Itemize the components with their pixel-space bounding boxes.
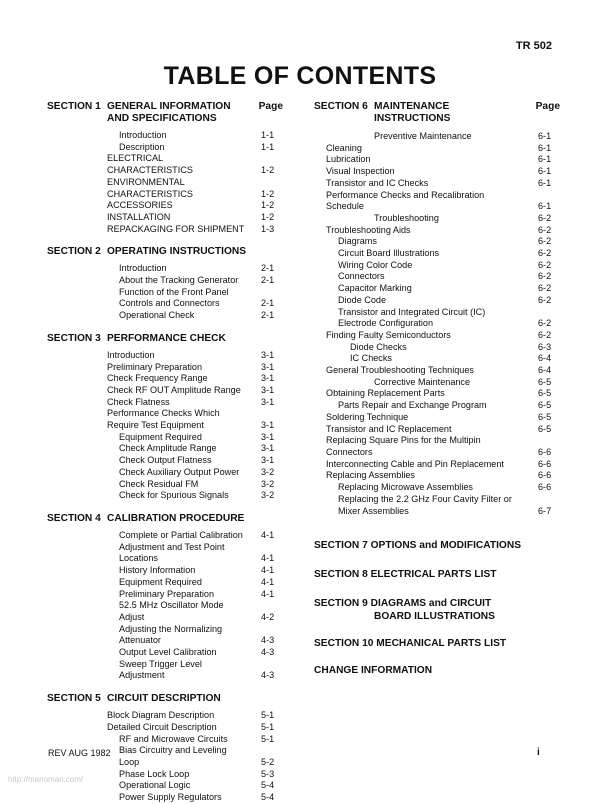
toc-entry-title: Obtaining Replacement Parts bbox=[326, 388, 445, 399]
toc-entry bbox=[374, 213, 560, 225]
toc-entry-page: 5-3 bbox=[261, 768, 275, 779]
toc-entry-title: Bias Circuitry and Leveling Loop bbox=[119, 745, 227, 767]
toc-entry bbox=[338, 400, 560, 412]
toc-entry-title: IC Checks bbox=[350, 353, 392, 364]
toc-entry bbox=[326, 166, 560, 178]
toc-entry-title: Function of the Front Panel Controls and Connectors bbox=[119, 286, 229, 309]
toc-entry-page: 6-4 bbox=[538, 365, 552, 376]
toc-entry bbox=[338, 482, 560, 494]
toc-entry-page: 4-3 bbox=[261, 635, 275, 646]
toc-entry-page: 5-2 bbox=[261, 756, 275, 767]
toc-entry-page: 3-2 bbox=[261, 490, 275, 501]
toc-entry-title: Corrective Maintenance bbox=[374, 376, 471, 387]
toc-entries bbox=[314, 131, 560, 517]
toc-entry bbox=[119, 490, 283, 502]
toc-entry-title: Transistor and Integrated Circuit (IC) Electrode Configuration bbox=[338, 306, 486, 329]
toc-entry-title: REPACKAGING FOR SHIPMENT bbox=[107, 223, 245, 234]
toc-entry-page: 3-1 bbox=[261, 443, 275, 454]
toc-entry-page: 6-2 bbox=[538, 329, 552, 340]
toc-entry bbox=[119, 479, 283, 491]
toc-entry bbox=[119, 142, 283, 154]
page-number: i bbox=[537, 747, 540, 758]
toc-entry-title: Visual Inspection bbox=[326, 166, 395, 177]
toc-entry-title: Preliminary Preparation bbox=[107, 361, 203, 372]
toc-entry-title: General Troubleshooting Techniques bbox=[326, 365, 474, 376]
toc-entry-page: 6-6 bbox=[538, 446, 552, 457]
toc-entry-title: Interconnecting Cable and Pin Replacement bbox=[326, 458, 504, 469]
toc-entry-title: Troubleshooting Aids bbox=[326, 224, 411, 235]
toc-entry-title: Replacing the 2.2 GHz Four Cavity Filter or Mixer Assemblies bbox=[338, 493, 512, 516]
toc-entry-page: 6-2 bbox=[538, 318, 552, 329]
toc-entry-title: Operational Logic bbox=[119, 780, 191, 791]
toc-entry-title: Transistor and IC Checks bbox=[326, 177, 429, 188]
toc-entry bbox=[107, 224, 283, 236]
toc-entry-page: 4-1 bbox=[261, 576, 275, 587]
toc-entry-title: Parts Repair and Exchange Program bbox=[338, 400, 487, 411]
toc-entry bbox=[326, 178, 560, 190]
toc-entry-title: Check for Spurious Signals bbox=[119, 490, 229, 501]
toc-entry bbox=[119, 745, 283, 768]
toc-entry-title: Introduction bbox=[119, 263, 167, 274]
toc-entry-page: 6-6 bbox=[538, 482, 552, 493]
toc-entry-title: Block Diagram Description bbox=[107, 710, 215, 721]
toc-entry bbox=[326, 470, 560, 482]
toc-entry bbox=[119, 542, 283, 565]
toc-entry-title: Equipment Required bbox=[119, 576, 202, 587]
document-id: TR 502 bbox=[515, 40, 552, 52]
toc-entry bbox=[107, 373, 283, 385]
toc-entry-title: ELECTRICAL CHARACTERISTICS bbox=[107, 153, 193, 176]
toc-entry-page: 3-1 bbox=[261, 384, 275, 395]
toc-entry-title: Replacing Square Pins for the Multipin Connectors bbox=[326, 435, 481, 457]
toc-entry bbox=[338, 236, 560, 248]
toc-entry-title: Preventive Maintenance bbox=[374, 131, 472, 141]
toc-entry-title: Performance Checks Which Require Test Equipment bbox=[107, 408, 220, 431]
page-title: TABLE OF CONTENTS bbox=[163, 62, 437, 90]
toc-entry bbox=[119, 130, 283, 142]
toc-entry bbox=[338, 248, 560, 260]
toc-entry-page: 1-2 bbox=[261, 200, 275, 211]
toc-entries bbox=[47, 530, 283, 682]
toc-entry-title: Phase Lock Loop bbox=[119, 768, 190, 779]
toc-entry bbox=[107, 710, 283, 722]
toc-entry bbox=[107, 362, 283, 374]
toc-entry-page: 6-1 bbox=[538, 177, 552, 188]
toc-entry bbox=[326, 424, 560, 436]
toc-entry-page: 6-5 bbox=[538, 423, 552, 434]
toc-entry-page: 6-2 bbox=[538, 212, 552, 223]
toc-entries bbox=[47, 263, 283, 322]
toc-entry-title: 52.5 MHz Oscillator Mode Adjust bbox=[119, 600, 224, 622]
toc-entry bbox=[119, 287, 283, 310]
toc-entry bbox=[350, 353, 560, 365]
toc-entry bbox=[326, 412, 560, 424]
toc-entry bbox=[326, 225, 560, 237]
toc-entry-title: RF and Microwave Circuits bbox=[119, 733, 228, 744]
toc-entry bbox=[107, 153, 283, 176]
toc-entry bbox=[119, 734, 283, 746]
toc-entry-title: Equipment Required bbox=[119, 431, 202, 442]
section-heading: SECTION 10 MECHANICAL PARTS LIST bbox=[314, 638, 507, 650]
toc-entry bbox=[119, 577, 283, 589]
toc-entry bbox=[326, 459, 560, 471]
toc-entry-title: Preliminary Preparation bbox=[119, 588, 215, 599]
left-column bbox=[47, 101, 283, 804]
toc-entry-title: Detailed Circuit Description bbox=[107, 721, 217, 732]
toc-entry-page: 4-1 bbox=[261, 588, 275, 599]
toc-entry bbox=[119, 647, 283, 659]
toc-entry-page: 5-4 bbox=[261, 792, 275, 803]
toc-entry bbox=[119, 455, 283, 467]
toc-entry-page: 6-3 bbox=[538, 341, 552, 352]
toc-entry-page: 5-1 bbox=[261, 710, 275, 721]
toc-entry-page: 6-5 bbox=[538, 376, 552, 387]
toc-entry-title: Adjusting the Normalizing Attenuator bbox=[119, 623, 223, 646]
toc-entry bbox=[119, 624, 283, 647]
toc-entry-page: 5-1 bbox=[261, 733, 275, 744]
toc-entry-page: 6-2 bbox=[538, 271, 552, 282]
toc-entry-page: 5-1 bbox=[261, 721, 275, 732]
toc-entry bbox=[374, 131, 560, 143]
toc-entry bbox=[338, 283, 560, 295]
toc-entry-page: 1-1 bbox=[261, 130, 275, 140]
toc-entry bbox=[107, 722, 283, 734]
section-heading: SECTION 9 DIAGRAMS and CIRCUIT BOARD ILLUSTRATIONS bbox=[314, 598, 495, 623]
toc-entry-page: 3-2 bbox=[261, 478, 275, 489]
toc-entry-title: Power Supply Regulators bbox=[119, 792, 222, 803]
toc-entry bbox=[338, 271, 560, 283]
toc-entry-page: 6-5 bbox=[538, 400, 552, 411]
toc-entry-title: INSTALLATION bbox=[107, 211, 171, 222]
toc-entry bbox=[107, 408, 283, 431]
toc-entry-title: Wiring Color Code bbox=[338, 259, 413, 270]
toc-entry-page: 4-1 bbox=[261, 565, 275, 576]
toc-entry-page: 4-1 bbox=[261, 529, 275, 540]
toc-entry-page: 2-1 bbox=[261, 310, 275, 321]
toc-entry bbox=[119, 530, 283, 542]
toc-entry bbox=[119, 310, 283, 322]
toc-entry-page: 6-5 bbox=[538, 411, 552, 422]
toc-entry bbox=[338, 295, 560, 307]
toc-entry-title: Diode Code bbox=[338, 294, 387, 305]
toc-entry-page: 1-2 bbox=[261, 165, 275, 176]
toc-entry-title: Lubrication bbox=[326, 154, 371, 165]
section-heading: SECTION 2 OPERATING INSTRUCTIONS bbox=[47, 246, 247, 258]
toc-entry-title: Diagrams bbox=[338, 236, 377, 247]
toc-entry bbox=[119, 467, 283, 479]
page-column-heading: Page bbox=[258, 101, 283, 112]
page-column-heading: Page bbox=[535, 101, 560, 112]
toc-entry-title: Replacing Assemblies bbox=[326, 470, 415, 481]
revision-date: REV AUG 1982 bbox=[48, 748, 111, 758]
watermark: http://manoman.com/ bbox=[8, 775, 84, 784]
toc-entry-page: 1-3 bbox=[261, 223, 275, 234]
toc-entry-title: Adjustment and Test Point Locations bbox=[119, 541, 225, 564]
toc-entry-page: 6-5 bbox=[538, 388, 552, 399]
toc-entry bbox=[350, 342, 560, 354]
toc-entry-title: Cleaning bbox=[326, 142, 362, 153]
toc-entry-page: 6-2 bbox=[538, 294, 552, 305]
toc-entry bbox=[326, 435, 560, 458]
toc-entry-title: Check RF OUT Amplitude Range bbox=[107, 384, 241, 395]
toc-entry-title: Replacing Microwave Assemblies bbox=[338, 482, 473, 493]
toc-entry bbox=[119, 275, 283, 287]
toc-entry-title: ENVIRONMENTAL CHARACTERISTICS bbox=[107, 176, 193, 199]
toc-entry bbox=[326, 388, 560, 400]
toc-entry bbox=[119, 565, 283, 577]
toc-entry-page: 6-1 bbox=[538, 166, 552, 177]
toc-entry-page: 3-1 bbox=[261, 373, 275, 384]
toc-entry-page: 3-1 bbox=[261, 349, 275, 360]
toc-entry bbox=[107, 385, 283, 397]
toc-entry-page: 6-7 bbox=[538, 505, 552, 516]
toc-entry bbox=[119, 780, 283, 792]
toc-entry-title: Introduction bbox=[119, 130, 167, 140]
toc-entry-page: 4-3 bbox=[261, 647, 275, 658]
toc-entry-page: 3-2 bbox=[261, 466, 275, 477]
toc-entry bbox=[326, 190, 560, 213]
section-heading: CHANGE INFORMATION bbox=[314, 665, 433, 677]
toc-entry-page: 3-1 bbox=[261, 431, 275, 442]
toc-entry-page: 6-2 bbox=[538, 259, 552, 270]
toc-entry bbox=[119, 443, 283, 455]
toc-entry-title: About the Tracking Generator bbox=[119, 275, 239, 286]
toc-entry-title: Check Frequency Range bbox=[107, 373, 208, 384]
toc-entry-title: Connectors bbox=[338, 271, 385, 282]
toc-entry bbox=[107, 350, 283, 362]
section-heading: SECTION 1 GENERAL INFORMATION AND SPECIFICATIONS Page bbox=[47, 101, 283, 124]
section-heading: SECTION 6 MAINTENANCE INSTRUCTIONS Page bbox=[314, 101, 560, 124]
toc-entry-page: 5-4 bbox=[261, 780, 275, 791]
toc-entry bbox=[326, 365, 560, 377]
toc-entry-title: Performance Checks and Recalibration Schedule bbox=[326, 189, 485, 212]
toc-entry-page: 6-4 bbox=[538, 353, 552, 364]
toc-entry bbox=[374, 377, 560, 389]
toc-entry bbox=[119, 769, 283, 781]
toc-entry-title: Circuit Board Illustrations bbox=[338, 248, 440, 259]
toc-entry-page: 6-1 bbox=[538, 201, 552, 212]
toc-entry bbox=[107, 212, 283, 224]
toc-entry bbox=[119, 432, 283, 444]
toc-entry-page: 6-1 bbox=[538, 154, 552, 165]
toc-entry-page: 4-1 bbox=[261, 553, 275, 564]
section-heading: SECTION 8 ELECTRICAL PARTS LIST bbox=[314, 569, 497, 581]
toc-entry-page: 2-1 bbox=[261, 263, 275, 274]
right-column bbox=[314, 101, 560, 677]
toc-entry bbox=[326, 154, 560, 166]
section-heading: SECTION 4 CALIBRATION PROCEDURE bbox=[47, 512, 245, 524]
toc-entry-page: 6-1 bbox=[538, 142, 552, 153]
toc-entry bbox=[326, 143, 560, 155]
toc-entry bbox=[119, 600, 283, 623]
section-heading: SECTION 3 PERFORMANCE CHECK bbox=[47, 332, 226, 344]
toc-entry-title: Output Level Calibration bbox=[119, 647, 217, 658]
section-heading: SECTION 7 OPTIONS and MODIFICATIONS bbox=[314, 540, 521, 552]
toc-entry bbox=[119, 263, 283, 275]
toc-entry-title: History Information bbox=[119, 565, 196, 576]
toc-entry-title: Check Output Flatness bbox=[119, 455, 212, 466]
toc-entry-page: 3-1 bbox=[261, 361, 275, 372]
toc-entry-page: 3-1 bbox=[261, 420, 275, 431]
toc-entry bbox=[107, 177, 283, 200]
toc-entry-page: 1-2 bbox=[261, 188, 275, 199]
toc-entry-title: Diode Checks bbox=[350, 341, 407, 352]
toc-entry-title: Transistor and IC Replacement bbox=[326, 423, 452, 434]
toc-entry-title: Introduction bbox=[107, 349, 155, 360]
toc-entry-page: 6-2 bbox=[538, 248, 552, 259]
toc-entry-page: 6-2 bbox=[538, 236, 552, 247]
toc-entry-title: Capacitor Marking bbox=[338, 283, 412, 294]
toc-entry-page: 6-6 bbox=[538, 470, 552, 481]
toc-entry-title: Operational Check bbox=[119, 310, 195, 321]
toc-entry-page: 4-3 bbox=[261, 670, 275, 681]
toc-entry-page: 6-6 bbox=[538, 458, 552, 469]
section-heading: SECTION 5 CIRCUIT DESCRIPTION bbox=[47, 693, 221, 705]
toc-entry-page: 1-2 bbox=[261, 211, 275, 222]
toc-entry-title: Check Amplitude Range bbox=[119, 443, 217, 454]
toc-entry bbox=[338, 307, 560, 330]
toc-entry-page: 4-2 bbox=[261, 611, 275, 622]
toc-entry bbox=[119, 589, 283, 601]
toc-entry-page: 6-2 bbox=[538, 283, 552, 294]
toc-entry bbox=[107, 397, 283, 409]
toc-entry bbox=[107, 200, 283, 212]
toc-entry-page: 6-1 bbox=[538, 131, 552, 141]
toc-entry-page: 2-1 bbox=[261, 275, 275, 286]
toc-entry-page: 1-1 bbox=[261, 141, 275, 152]
toc-entry bbox=[338, 260, 560, 272]
toc-entries bbox=[47, 130, 283, 235]
toc-entry-page: 2-1 bbox=[261, 298, 275, 309]
toc-entry-title: Troubleshooting bbox=[374, 212, 439, 223]
toc-entry-page: 6-2 bbox=[538, 224, 552, 235]
toc-entries bbox=[47, 350, 283, 502]
toc-entry-title: Soldering Technique bbox=[326, 411, 409, 422]
toc-entry bbox=[338, 494, 560, 517]
toc-entry-title: Check Auxiliary Output Power bbox=[119, 466, 240, 477]
toc-entry-page: 3-1 bbox=[261, 455, 275, 466]
toc-entry-title: Description bbox=[119, 141, 165, 152]
toc-entry-title: Check Flatness bbox=[107, 396, 170, 407]
toc-entry-title: ACCESSORIES bbox=[107, 200, 173, 211]
toc-entry-title: Complete or Partial Calibration bbox=[119, 529, 243, 540]
toc-entry bbox=[326, 330, 560, 342]
toc-entry bbox=[119, 659, 283, 682]
toc-entry bbox=[119, 792, 283, 804]
toc-entry-title: Finding Faulty Semiconductors bbox=[326, 329, 451, 340]
toc-entry-page: 3-1 bbox=[261, 396, 275, 407]
toc-entry-title: Check Residual FM bbox=[119, 478, 199, 489]
toc-entry-title: Sweep Trigger Level Adjustment bbox=[119, 658, 202, 681]
